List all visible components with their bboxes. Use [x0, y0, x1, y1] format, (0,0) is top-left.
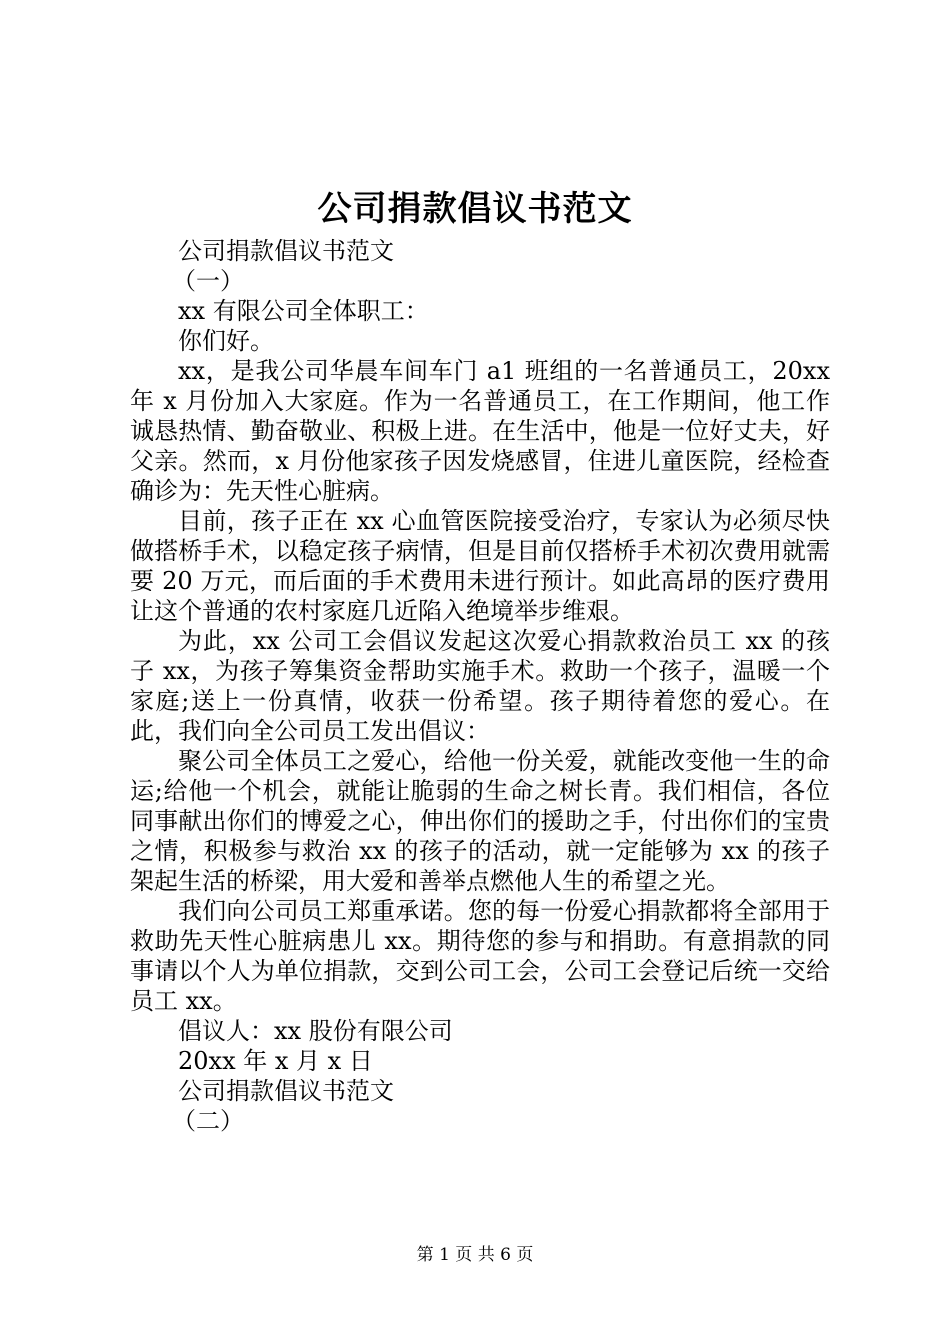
- section-heading: 公司捐款倡议书范文: [178, 1077, 394, 1105]
- paragraph: 聚公司全体员工之爱心，给他一份关爱，就能改变他一生的命运;给他一个机会，就能让脆弱的生命之树长青。我们相信，各位同事献出你们的博爱之心，伸出你们的援助之手，付出你们的宝贵之情，积极参与救治 xx 的孩子的活动，就一定能够为 xx 的孩子架起生活的桥梁，用大爱和善举点燃他人生的希望之光。: [130, 747, 830, 895]
- date: 20xx 年 x 月 x 日: [178, 1047, 373, 1075]
- paragraph: 目前，孩子正在 xx 心血管医院接受治疗，专家认为必须尽快做搭桥手术，以稳定孩子病情，但是目前仅搭桥手术初次费用就需要 20 万元，而后面的手术费用未进行预计。如此高昂的医疗费用让这个普通的农村家庭几近陷入绝境举步维艰。: [130, 507, 830, 625]
- document-body: [130, 236, 830, 1136]
- paragraph: xx，是我公司华晨车间车门 a1 班组的一名普通员工，20xx 年 x 月份加入大家庭。作为一名普通员工，在工作期间，他工作诚恳热情、勤奋敬业、积极上进。在生活中，他是一位好丈夫，好父亲。然而，x 月份他家孩子因发烧感冒，住进儿童医院，经检查确诊为：先天性心脏病。: [130, 357, 830, 505]
- part-label: （一）: [172, 267, 244, 295]
- page-footer: 第 1 页 共 6 页: [416, 1245, 534, 1265]
- signature: 倡议人：xx 股份有限公司: [178, 1017, 453, 1045]
- salutation: xx 有限公司全体职工：: [178, 297, 429, 325]
- document-title: 公司捐款倡议书范文: [317, 189, 633, 229]
- part-label: （二）: [172, 1107, 244, 1135]
- section-heading: 公司捐款倡议书范文: [178, 237, 394, 265]
- paragraph: 我们向公司员工郑重承诺。您的每一份爱心捐款都将全部用于救助先天性心脏病患儿 xx。期待您的参与和捐助。有意捐款的同事请以个人为单位捐款，交到公司工会，公司工会登记后统一交给员工 xx。: [130, 897, 830, 1015]
- greeting: 你们好。: [178, 327, 274, 355]
- paragraph: 为此，xx 公司工会倡议发起这次爱心捐款救治员工 xx 的孩子 xx，为孩子筹集资金帮助实施手术。救助一个孩子，温暖一个家庭;送上一份真情，收获一份希望。孩子期待着您的爱心。在此，我们向全公司员工发出倡议：: [130, 627, 830, 745]
